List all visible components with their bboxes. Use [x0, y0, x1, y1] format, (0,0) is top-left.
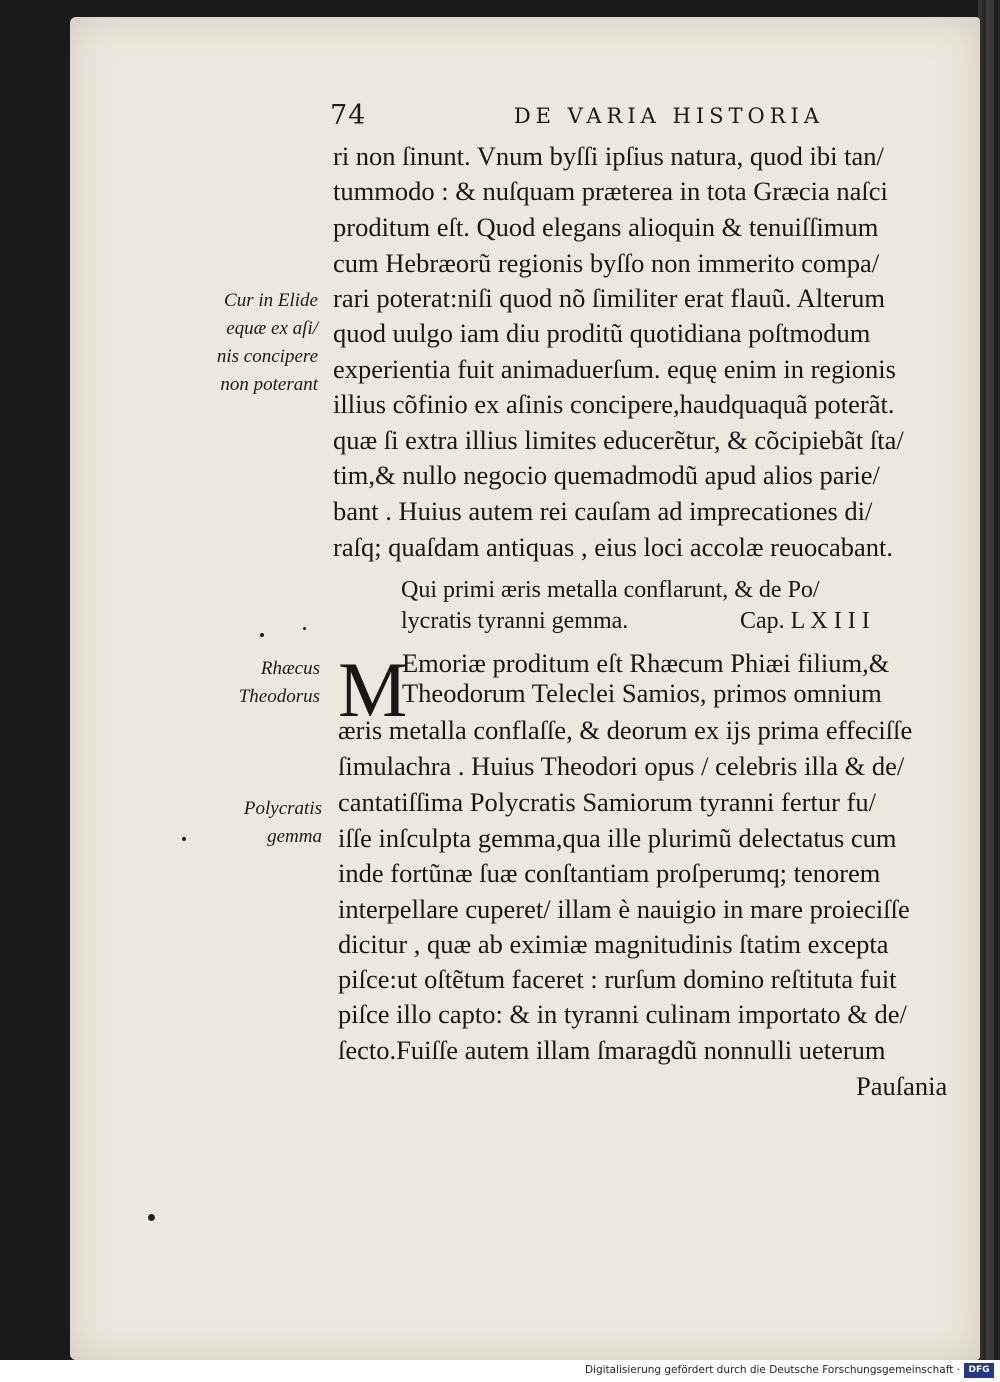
- margin-note-line: Theodorus: [238, 686, 320, 707]
- margin-note-line: gemma: [267, 826, 322, 847]
- margin-note-line: nis concipere: [216, 346, 318, 367]
- ink-speck: [182, 837, 186, 841]
- chapter-heading-line: Qui primi æris metalla conflarunt, & de Po/: [401, 577, 820, 603]
- text-line: bant . Huius autem rei cauſam ad imprecationes di/: [333, 496, 873, 526]
- chapter-heading-line: lycratis tyranni gemma.: [401, 608, 629, 634]
- text-line: cantatiſſima Polycratis Samiorum tyranni fertur fu/: [338, 787, 876, 817]
- text-line: quod uulgo iam diu proditũ quotidiana poſtmodum: [333, 318, 871, 348]
- text-line: æris metalla conflaſſe, & deorum ex ijs prima effeciſſe: [338, 715, 913, 745]
- text-line: tummodo : & nuſquam præterea in tota Græcia naſci: [333, 176, 888, 206]
- margin-note-line: Polycratis: [243, 798, 322, 819]
- text-line: illius cõfinio ex aſinis concipere,haudquaquã poterãt.: [333, 389, 895, 419]
- text-line: piſce illo capto: & in tyranni culinam importato & de/: [338, 999, 907, 1029]
- running-title: DE VARIA HISTORIA: [513, 104, 824, 128]
- margin-note-line: Cur in Elide: [224, 290, 318, 311]
- dfg-logo-icon: DFG: [964, 1363, 994, 1378]
- margin-note-line: Rhæcus: [260, 658, 320, 679]
- ink-speck: [303, 627, 306, 630]
- text-line: interpellare cuperet/ illam è nauigio in mare proieciſſe: [338, 894, 910, 924]
- text-line: dicitur , quæ ab eximiæ magnitudinis ſtatim excepta: [338, 929, 889, 959]
- text-line: tim,& nullo negocio quemadmodũ apud alios parie/: [333, 460, 880, 490]
- drop-capital: M: [338, 646, 408, 733]
- book-spine-edge: [978, 0, 1000, 1360]
- text-line: piſce:ut oſtẽtum faceret : rurſum domino reſtituta fuit: [338, 964, 897, 994]
- page-header: [330, 100, 824, 132]
- catchword: Pauſania: [856, 1071, 948, 1101]
- ink-speck: [260, 633, 264, 637]
- text-line: proditum eſt. Quod elegans alioquin & tenuiſſimum: [333, 212, 879, 242]
- text-line: experientia fuit animaduerſum. equę enim in regionis: [333, 354, 896, 384]
- margin-note-line: non poterant: [220, 374, 318, 395]
- chapter-number: Cap. L X I I I: [740, 608, 870, 634]
- page-number: 74: [330, 100, 367, 131]
- text-line: Theodorum Teleclei Samios, primos omnium: [402, 678, 882, 708]
- margin-note-line: equæ ex aſi/: [226, 318, 318, 339]
- text-line: ri non ſinunt. Vnum byſſi ipſius natura, quod ibi tan/: [333, 141, 884, 171]
- ink-speck: [148, 1214, 155, 1221]
- text-line: rari poterat:niſi quod nõ ſimiliter erat flauũ. Alterum: [333, 283, 885, 313]
- text-line: ſimulachra . Huius Theodori opus / celebris illa & de/: [338, 751, 905, 781]
- text-line: cum Hebræorũ regionis byſſo non immerito compa/: [333, 248, 880, 278]
- text-line: raſq; quaſdam antiquas , eius loci accolæ reuocabant.: [333, 532, 893, 562]
- funding-credit: Digitalisierung gefördert durch die Deutsche Forschungsgemeinschaft ·: [584, 1364, 960, 1376]
- text-line: iſſe inſculpta gemma,qua ille plurimũ delectatus cum: [338, 823, 897, 853]
- text-line: ſecto.Fuiſſe autem illam ſmaragdũ nonnulli ueterum: [338, 1035, 886, 1065]
- text-line: inde fortũnæ ſuæ conſtantiam proſperumq; tenorem: [338, 858, 881, 888]
- text-line: Emoriæ proditum eſt Rhæcum Phiæi filium,&: [402, 648, 890, 678]
- digitization-footer: [0, 1360, 1000, 1382]
- text-line: quæ ſi extra illius limites educerẽtur, & cõcipiebãt ſta/: [333, 425, 904, 455]
